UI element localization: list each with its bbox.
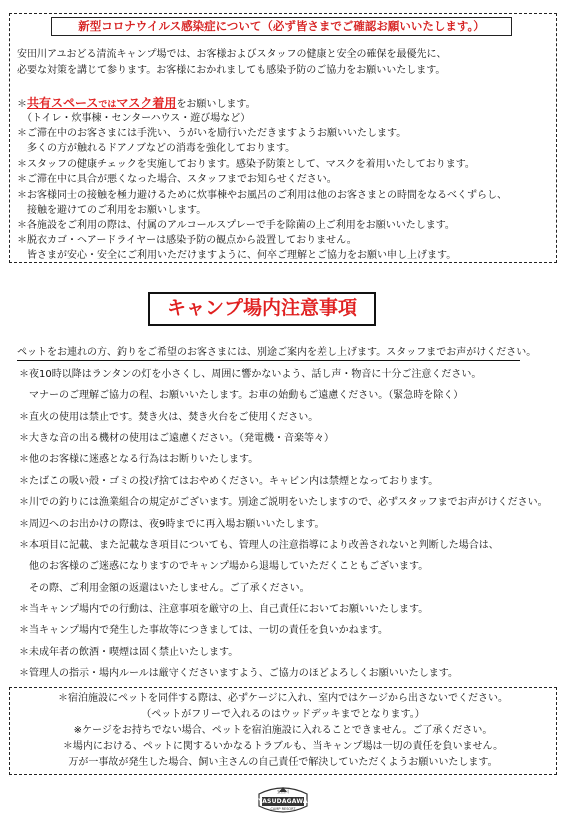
rule-item: ＊川での釣りには漁業組合の規定がございます。別途ご説明をいたしますので、必ずスタッフまでお声がけください。	[19, 497, 548, 509]
rule-item: ＊大きな音の出る機材の使用はご遠慮ください。（発電機・音楽等々）	[19, 433, 334, 445]
rule-item: ＊たばこの吸い殻・ゴミの投げ捨てはおやめください。キャビン内は禁煙となっております。	[19, 475, 439, 487]
mask-prefix: ＊	[17, 99, 27, 110]
logo-top-text: 安田川	[277, 789, 289, 794]
rule-item: ＊他のお客様に迷惑となる行為はお断りいたします。	[19, 454, 259, 466]
covid-line: ＊スタッフの健康チェックを実施しております。感染予防策として、マスクを着用いたしております。	[17, 159, 475, 170]
covid-intro-line-1: 安田川アユおどる清流キャンプ場では、お客様およびスタッフの健康と安全の確保を最優先に、	[17, 49, 447, 60]
rule-item: ＊周辺へのお出かけの際は、夜9時までに再入場お願いいたします。	[19, 518, 325, 530]
rule-item: ＊未成年者の飲酒・喫煙は固く禁止いたします。	[19, 646, 239, 658]
mask-shared-space: 共有スペース	[27, 96, 99, 110]
rule-item: ＊当キャンプ場内で発生した事故等につきましては、一切の責任を負いかねます。	[19, 625, 388, 637]
covid-line: ＊お客様同士の接触を極力避けるために炊事棟やお風呂のご利用は他のお客さまとの時間をなるべくずらし、	[17, 190, 507, 201]
rule-item: マナーのご理解ご協力の程、お願いいたします。お車の始動もご遠慮ください。（緊急時を除く）	[19, 390, 464, 402]
pet-line: （ペットがフリーで入れるのはウッドデッキまでとなります。）	[141, 709, 425, 720]
mask-dewa: では	[98, 100, 117, 110]
covid-line: 接触を避けてのご利用をお願いします。	[17, 205, 207, 216]
logo-name: YASUDAGAWA	[258, 798, 308, 805]
rule-item: 他のお客様のご迷惑になりますのでキャンプ場から退場していただくこともございます。	[19, 561, 429, 573]
mask-suffix: をお願いします。	[176, 99, 256, 110]
covid-line: ＊脱衣カゴ・ヘアードライヤーは感染予防の観点から設置しておりません。	[17, 235, 357, 246]
yasudagawa-logo	[255, 784, 311, 818]
rule-item: ＊管理人の指示・場内ルールは厳守くださいますよう、ご協力のほどよろしくお願いいたします。	[19, 668, 458, 679]
covid-line: 多くの方が触れるドアノブなどの消毒を強化しております。	[17, 143, 296, 154]
rule-item: ＊直火の使用は禁止です。焚き火は、焚き火台をご使用ください。	[19, 411, 319, 423]
pet-line: ※ケージをお持ちでない場合、ペットを宿泊施設に入れることできません。ご了承ください。	[73, 725, 493, 736]
covid-line: 皆さまが安心・安全にご利用いただけますように、何卒ご理解とご協力をお願い申し上げます。	[17, 250, 457, 261]
rule-item: ＊夜10時以降はランタンの灯を小さくし、周囲に響かないよう、話し声・物音に十分ご注意ください。	[19, 369, 482, 380]
covid-intro-line-2: 必要な対策を講じて参ります。お客様におかれましても感染予防のご協力をお願いいたします。	[17, 65, 446, 76]
pet-line: ＊場内における、ペットに関するいかなるトラブルも、当キャンプ場は一切の責任を負いません。	[62, 741, 504, 752]
pet-line: ＊宿泊施設にペットを同伴する際は、必ずケージに入れ、室内ではケージから出さないでください。	[58, 693, 508, 704]
mask-note: （トイレ・炊事棟・センターハウス・遊び場など）	[22, 113, 251, 124]
logo-sub: CAMP RESORT	[270, 807, 296, 811]
rules-intro: ペットをお連れの方、釣りをご希望のお客さまには、別途ご案内を差し上げます。スタッフまでお声がけください。	[17, 346, 520, 361]
mask-notice	[17, 95, 256, 113]
covid-line: ＊ご滞在中に具合が悪くなった場合、スタッフまでお知らせください。	[17, 174, 337, 185]
mask-wearing: マスク着用	[116, 96, 177, 110]
rule-item: その際、ご利用金額の返還はいたしません。ご了承ください。	[19, 582, 310, 594]
rule-item: ＊当キャンプ場内での行動は、注意事項を厳守の上、自己責任においてお願いいたします。	[19, 603, 429, 615]
camp-rules-title: キャンプ場内注意事項	[148, 292, 376, 326]
pet-line: 万が一事故が発生した場合、飼い主さんの自己責任で解決していただくようお願いいたします。	[68, 757, 498, 768]
covid-notice-title: 新型コロナウイルス感染症について（必ず皆さまでご確認お願いいたします。）	[51, 17, 512, 36]
rule-item: ＊本項目に記載、また記載なき項目についても、管理人の注意指導により改善されないと判断した場合は、	[19, 539, 499, 551]
covid-line: ＊各施設をご利用の際は、付属のアルコールスプレーで手を除菌の上ご利用をお願いいたします。	[17, 220, 455, 231]
covid-line: ＊ご滞在中のお客さまには手洗い、うがいを励行いただきますようお願いいたします。	[17, 128, 407, 139]
